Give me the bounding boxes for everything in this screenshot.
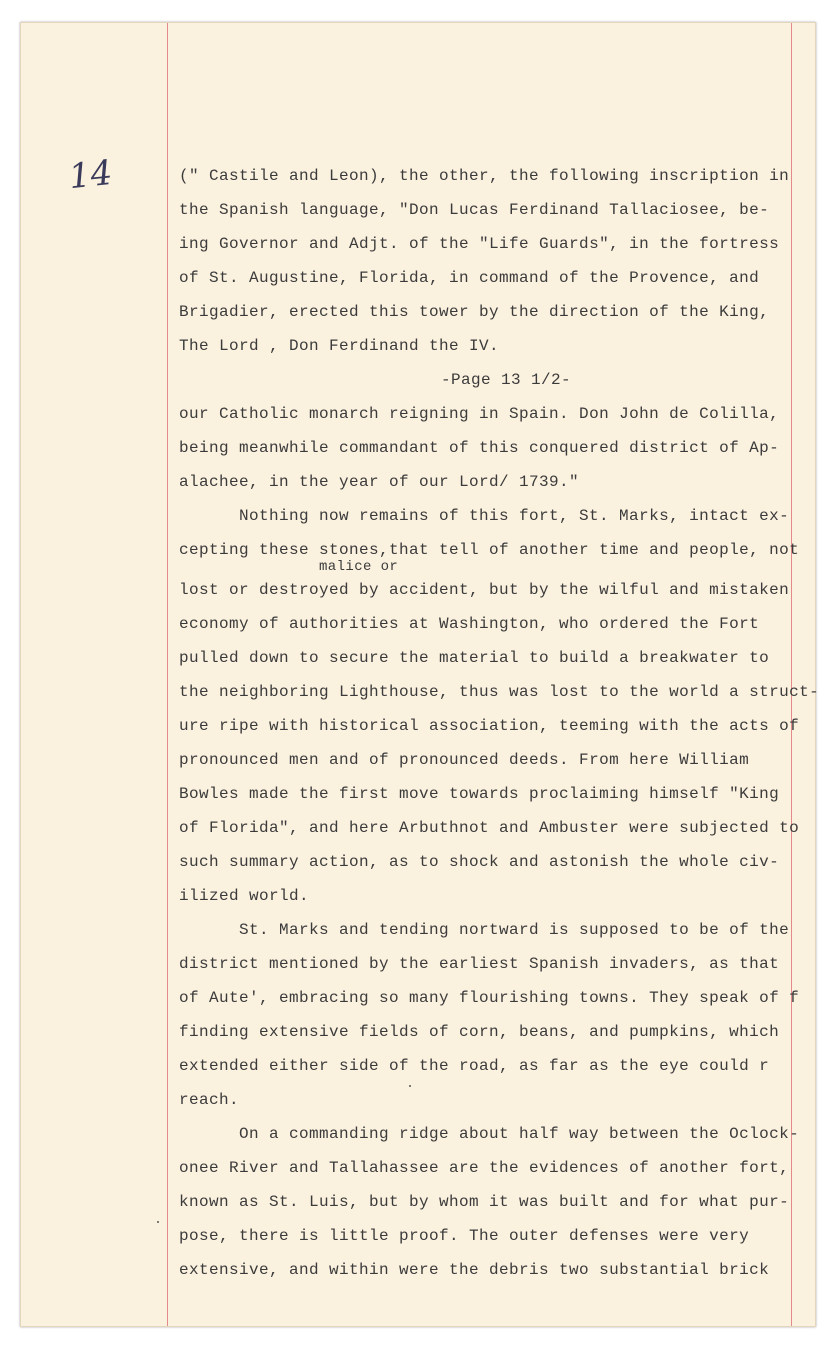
text-line: of Florida", and here Arbuthnot and Ambuster were subjected to — [179, 819, 800, 837]
handwritten-page-number: 14 — [67, 152, 115, 198]
typed-text-body — [179, 159, 819, 1287]
text-line: being meanwhile commandant of this conquered district of Ap- — [179, 439, 780, 457]
text-line: Brigadier, erected this tower by the direction of the King, — [179, 303, 770, 321]
left-margin-rule — [167, 23, 168, 1326]
page-marker: -Page 13 1/2- — [441, 371, 572, 389]
text-line: pronounced men and of pronounced deeds. From here William — [179, 751, 750, 769]
text-line: extensive, and within were the debris two substantial brick — [179, 1261, 770, 1279]
text-line: ure ripe with historical association, teeming with the acts of — [179, 717, 800, 735]
text-line: such summary action, as to shock and astonish the whole civ- — [179, 853, 780, 871]
text-line: The Lord , Don Ferdinand the IV. — [179, 337, 500, 355]
text-line: (" Castile and Leon), the other, the following inscription in — [179, 167, 790, 185]
text-line: pulled down to secure the material to build a breakwater to — [179, 649, 770, 667]
interlinear-insertion: malice or — [319, 559, 399, 575]
typed-page — [20, 22, 820, 1327]
paragraph-start: St. Marks and tending nortward is supposed to be of the — [239, 921, 790, 939]
text-line: of St. Augustine, Florida, in command of the Provence, and — [179, 269, 760, 287]
paragraph-start: Nothing now remains of this fort, St. Marks, intact ex- — [239, 507, 790, 525]
text-line: onee River and Tallahassee are the evidences of another fort, — [179, 1159, 790, 1177]
text-line: the Spanish language, "Don Lucas Ferdinand Tallaciosee, be- — [179, 201, 770, 219]
text-line: Bowles made the first move towards proclaiming himself "King — [179, 785, 780, 803]
text-line: finding extensive fields of corn, beans, and pumpkins, which — [179, 1023, 780, 1041]
text-line: district mentioned by the earliest Spanish invaders, as that — [179, 955, 780, 973]
ink-speck — [157, 1221, 159, 1223]
text-line: alachee, in the year of our Lord/ 1739." — [179, 473, 580, 491]
text-line: economy of authorities at Washington, who ordered the Fort — [179, 615, 760, 633]
text-line: cepting these stones,that tell of another time and people, not — [179, 541, 800, 559]
text-line: reach. — [179, 1091, 240, 1109]
text-line: lost or destroyed by accident, but by the wilful and mistaken — [179, 581, 790, 599]
text-line: ing Governor and Adjt. of the "Life Guards", in the fortress — [179, 235, 780, 253]
text-line: known as St. Luis, but by whom it was built and for what pur- — [179, 1193, 790, 1211]
paragraph-start: On a commanding ridge about half way between the Oclock- — [239, 1125, 800, 1143]
text-line: the neighboring Lighthouse, thus was lost to the world a struct- — [179, 683, 820, 701]
text-line: of Aute', embracing so many flourishing towns. They speak of f — [179, 989, 800, 1007]
text-line: pose, there is little proof. The outer defenses were very — [179, 1227, 750, 1245]
text-line: extended either side of the road, as far as the eye could r — [179, 1057, 770, 1075]
text-line: our Catholic monarch reigning in Spain. Don John de Colilla, — [179, 405, 780, 423]
text-line: ilized world. — [179, 887, 310, 905]
